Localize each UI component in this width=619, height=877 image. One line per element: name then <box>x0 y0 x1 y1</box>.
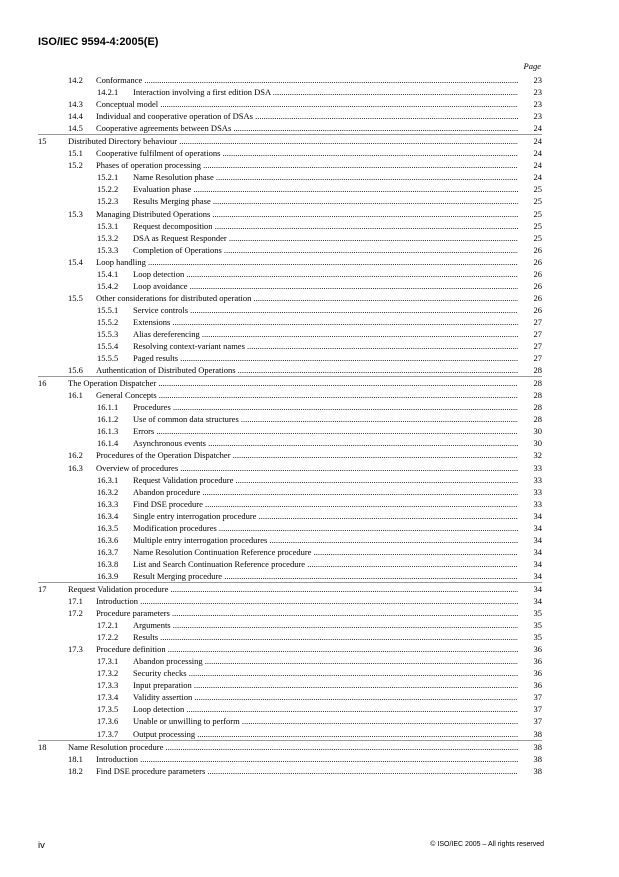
toc-entry-number: 15.1 <box>68 148 83 159</box>
toc-entry-page: 27 <box>533 353 542 364</box>
toc-entry[interactable] <box>38 340 542 352</box>
toc-entry-page: 26 <box>533 256 542 267</box>
toc-entry-title: Name Resolution phase ..... <box>133 171 518 183</box>
toc-entry[interactable] <box>38 304 542 316</box>
toc-entry[interactable] <box>38 595 542 607</box>
toc-entry-title: Use of common data structures ..... <box>133 413 518 425</box>
toc-entry-title: Procedure parameters ..... <box>96 607 518 619</box>
toc-entry[interactable] <box>38 122 542 134</box>
toc-entry[interactable] <box>38 195 542 207</box>
toc-entry-page: 34 <box>533 510 542 521</box>
toc-entry-number: 17 <box>38 583 47 594</box>
toc-entry-title: Loop detection ..... <box>133 703 518 715</box>
toc-entry-page: 28 <box>533 390 542 401</box>
toc-entry-title: Modification procedures ..... <box>133 522 518 534</box>
toc-entry-number: 17.3.4 <box>97 692 119 703</box>
toc-entry-title: Phases of operation processing ..... <box>96 159 518 171</box>
toc-entry[interactable] <box>38 691 542 703</box>
toc-entry-number: 15.6 <box>68 365 83 376</box>
toc-entry-number: 15.2.3 <box>97 196 119 207</box>
toc-entry[interactable] <box>38 765 542 777</box>
toc-entry-page: 26 <box>533 244 542 255</box>
toc-entry-page: 38 <box>533 741 542 752</box>
toc-entry-number: 15.2.1 <box>97 172 119 183</box>
toc-entry-title: Procedures ..... <box>133 401 518 413</box>
toc-entry[interactable] <box>38 292 542 304</box>
toc-entry-page: 27 <box>533 316 542 327</box>
footer-page-number: iv <box>38 840 45 851</box>
toc-entry[interactable] <box>38 328 542 340</box>
toc-entry-page: 37 <box>533 692 542 703</box>
toc-entry-page: 26 <box>533 292 542 303</box>
toc-entry-number: 15.3 <box>68 208 83 219</box>
page-column-label: Page <box>523 61 541 71</box>
toc-entry-number: 17.3.7 <box>97 728 119 739</box>
toc-entry-title: Procedures of the Operation Dispatcher ..... <box>96 449 518 461</box>
toc-entry-title: Interaction involving a first edition DSA ..... <box>133 86 518 98</box>
toc-entry-number: 16.1 <box>68 390 83 401</box>
table-of-contents <box>38 74 542 777</box>
toc-entry[interactable] <box>38 462 542 474</box>
toc-entry-page: 34 <box>533 583 542 594</box>
toc-entry-number: 14.4 <box>68 111 83 122</box>
toc-entry-title: Cooperative agreements between DSAs ..... <box>96 122 518 134</box>
toc-entry-title: Abandon procedure ..... <box>133 486 518 498</box>
toc-entry-page: 35 <box>533 608 542 619</box>
toc-entry-page: 33 <box>533 486 542 497</box>
toc-entry-title: Output processing ..... <box>133 728 518 740</box>
toc-entry-page: 33 <box>533 498 542 509</box>
toc-entry[interactable] <box>38 570 542 582</box>
toc-entry-number: 15.3.3 <box>97 244 119 255</box>
toc-entry-page: 34 <box>533 570 542 581</box>
toc-entry-page: 24 <box>533 172 542 183</box>
toc-entry-title: Results ..... <box>133 631 518 643</box>
toc-entry-page: 36 <box>533 656 542 667</box>
toc-entry[interactable] <box>38 110 542 122</box>
toc-entry-number: 15.4.1 <box>97 268 119 279</box>
toc-entry-page: 23 <box>533 75 542 85</box>
toc-entry[interactable] <box>38 74 542 86</box>
toc-entry-page: 26 <box>533 304 542 315</box>
toc-entry[interactable] <box>38 510 542 522</box>
toc-entry-page: 28 <box>533 402 542 413</box>
toc-entry-title: Results Merging phase ..... <box>133 195 518 207</box>
toc-entry-page: 25 <box>533 220 542 231</box>
toc-entry-page: 27 <box>533 328 542 339</box>
toc-entry-number: 16.3.2 <box>97 486 119 497</box>
toc-entry[interactable] <box>38 740 542 753</box>
toc-entry-page: 26 <box>533 280 542 291</box>
toc-entry-number: 18.1 <box>68 753 83 764</box>
toc-entry[interactable] <box>38 449 542 461</box>
toc-entry[interactable] <box>38 134 542 147</box>
toc-entry-page: 24 <box>533 123 542 134</box>
toc-entry-page: 24 <box>533 160 542 171</box>
toc-entry-page: 36 <box>533 668 542 679</box>
toc-entry-title: Input preparation ..... <box>133 679 518 691</box>
toc-entry-number: 16.3.9 <box>97 570 119 581</box>
toc-entry-number: 16.1.2 <box>97 414 119 425</box>
toc-entry-title: Conformance ..... <box>96 74 518 86</box>
toc-entry[interactable] <box>38 86 542 98</box>
toc-entry[interactable] <box>38 558 542 570</box>
toc-entry[interactable] <box>38 631 542 643</box>
toc-entry-title: Overview of procedures ..... <box>96 462 518 474</box>
toc-entry-number: 14.5 <box>68 123 83 134</box>
toc-entry-title: Distributed Directory behaviour ..... <box>68 135 518 147</box>
toc-entry-number: 16.3 <box>68 462 83 473</box>
toc-entry-title: Extensions ..... <box>133 316 518 328</box>
toc-entry-title: Request Validation procedure ..... <box>133 474 518 486</box>
toc-entry-number: 15 <box>38 136 47 147</box>
toc-entry-number: 17.3.6 <box>97 716 119 727</box>
toc-entry-number: 17.3.5 <box>97 704 119 715</box>
toc-entry-number: 16.3.1 <box>97 474 119 485</box>
toc-entry-number: 16.3.6 <box>97 534 119 545</box>
toc-entry-number: 16.3.3 <box>97 498 119 509</box>
toc-entry-number: 15.3.2 <box>97 232 119 243</box>
toc-entry-number: 16.2 <box>68 450 83 461</box>
toc-entry[interactable] <box>38 667 542 679</box>
toc-entry[interactable] <box>38 256 542 268</box>
toc-entry-page: 23 <box>533 99 542 110</box>
toc-entry-title: Completion of Operations ..... <box>133 244 518 256</box>
toc-entry[interactable] <box>38 244 542 256</box>
toc-entry[interactable] <box>38 607 542 619</box>
toc-entry[interactable] <box>38 753 542 765</box>
toc-entry-number: 14.2 <box>68 75 83 85</box>
toc-entry-page: 26 <box>533 268 542 279</box>
toc-entry[interactable] <box>38 413 542 425</box>
toc-entry-page: 23 <box>533 87 542 98</box>
toc-entry-title: Unable or unwilling to perform ..... <box>133 715 518 727</box>
toc-entry-number: 17.3.1 <box>97 656 119 667</box>
footer-copyright: © ISO/IEC 2005 – All rights reserved <box>430 841 544 848</box>
document-header: ISO/IEC 9594-4:2005(E) <box>38 36 159 48</box>
toc-entry-title: Find DSE procedure parameters ..... <box>96 765 518 777</box>
toc-entry-title: Request decomposition ..... <box>133 220 518 232</box>
toc-entry[interactable] <box>38 715 542 727</box>
toc-entry-title: Evaluation phase ..... <box>133 183 518 195</box>
toc-entry-title: Loop avoidance ..... <box>133 280 518 292</box>
toc-entry-title: Alias dereferencing ..... <box>133 328 518 340</box>
toc-entry-number: 17.3.3 <box>97 680 119 691</box>
toc-entry-page: 35 <box>533 632 542 643</box>
toc-entry-number: 15.4 <box>68 256 83 267</box>
toc-entry[interactable] <box>38 376 542 389</box>
toc-entry-page: 25 <box>533 196 542 207</box>
toc-entry-page: 25 <box>533 208 542 219</box>
toc-entry-page: 25 <box>533 184 542 195</box>
toc-entry-title: Multiple entry interrogation procedures ..... <box>133 534 518 546</box>
toc-entry[interactable] <box>38 486 542 498</box>
toc-entry[interactable] <box>38 147 542 159</box>
toc-entry-number: 15.5.3 <box>97 328 119 339</box>
toc-entry-number: 17.1 <box>68 596 83 607</box>
toc-entry[interactable] <box>38 679 542 691</box>
toc-entry-title: List and Search Continuation Reference procedure ..... <box>133 558 518 570</box>
toc-entry-title: Service controls ..... <box>133 304 518 316</box>
toc-entry-number: 16.3.5 <box>97 522 119 533</box>
toc-entry-title: Name Resolution procedure ..... <box>68 741 518 753</box>
toc-entry-number: 16.3.4 <box>97 510 119 521</box>
toc-entry[interactable] <box>38 474 542 486</box>
toc-entry-title: Name Resolution Continuation Reference procedure ..... <box>133 546 518 558</box>
toc-entry-number: 17.2.2 <box>97 632 119 643</box>
toc-entry-title: Validity assertion ..... <box>133 691 518 703</box>
toc-entry-title: Authentication of Distributed Operations ..... <box>96 364 518 376</box>
toc-entry-title: Managing Distributed Operations ..... <box>96 208 518 220</box>
toc-entry-number: 18.2 <box>68 765 83 776</box>
toc-entry[interactable] <box>38 728 542 740</box>
toc-entry-page: 25 <box>533 232 542 243</box>
toc-entry-page: 30 <box>533 426 542 437</box>
toc-entry-page: 33 <box>533 462 542 473</box>
toc-entry-title: Other considerations for distributed operation ..... <box>96 292 518 304</box>
toc-entry-page: 34 <box>533 546 542 557</box>
toc-entry-title: Individual and cooperative operation of DSAs ..... <box>96 110 518 122</box>
toc-entry-page: 33 <box>533 474 542 485</box>
toc-entry-number: 14.2.1 <box>97 87 119 98</box>
toc-entry[interactable] <box>38 232 542 244</box>
toc-entry-title: Request Validation procedure ..... <box>68 583 518 595</box>
toc-entry[interactable] <box>38 534 542 546</box>
toc-entry[interactable] <box>38 546 542 558</box>
toc-entry[interactable] <box>38 220 542 232</box>
toc-entry-page: 27 <box>533 341 542 352</box>
toc-entry-page: 36 <box>533 644 542 655</box>
toc-entry-page: 32 <box>533 450 542 461</box>
toc-entry-number: 17.2 <box>68 608 83 619</box>
toc-entry-page: 28 <box>533 414 542 425</box>
toc-entry-page: 30 <box>533 438 542 449</box>
toc-entry-number: 17.3.2 <box>97 668 119 679</box>
toc-entry[interactable] <box>38 619 542 631</box>
toc-entry-number: 15.5.2 <box>97 316 119 327</box>
toc-entry-number: 15.5.5 <box>97 353 119 364</box>
toc-entry-number: 15.5 <box>68 292 83 303</box>
toc-entry[interactable] <box>38 401 542 413</box>
toc-entry[interactable] <box>38 389 542 401</box>
toc-entry-number: 15.5.1 <box>97 304 119 315</box>
toc-entry-number: 15.2.2 <box>97 184 119 195</box>
toc-entry-page: 38 <box>533 753 542 764</box>
toc-entry-page: 24 <box>533 148 542 159</box>
toc-entry-title: Errors ..... <box>133 425 518 437</box>
toc-entry[interactable] <box>38 643 542 655</box>
toc-entry[interactable] <box>38 208 542 220</box>
toc-entry[interactable] <box>38 98 542 110</box>
toc-entry-page: 34 <box>533 558 542 569</box>
toc-entry[interactable] <box>38 703 542 715</box>
toc-entry-number: 16.1.4 <box>97 438 119 449</box>
toc-entry-title: Security checks ..... <box>133 667 518 679</box>
toc-entry-number: 15.3.1 <box>97 220 119 231</box>
toc-entry[interactable] <box>38 582 542 595</box>
toc-entry[interactable] <box>38 498 542 510</box>
toc-entry-title: Introduction ..... <box>96 753 518 765</box>
toc-entry-number: 18 <box>38 741 47 752</box>
toc-entry[interactable] <box>38 183 542 195</box>
toc-entry-title: Arguments ..... <box>133 619 518 631</box>
toc-entry-page: 28 <box>533 378 542 389</box>
toc-entry-title: Introduction ..... <box>96 595 518 607</box>
toc-entry-title: General Concepts ..... <box>96 389 518 401</box>
toc-entry-title: Result Merging procedure ..... <box>133 570 518 582</box>
toc-entry[interactable] <box>38 437 542 449</box>
toc-entry-title: Resolving context-variant names ..... <box>133 340 518 352</box>
toc-entry-page: 38 <box>533 728 542 739</box>
toc-entry[interactable] <box>38 316 542 328</box>
toc-entry-page: 37 <box>533 716 542 727</box>
toc-entry-page: 34 <box>533 522 542 533</box>
toc-entry-number: 17.2.1 <box>97 620 119 631</box>
toc-entry-number: 16.1.3 <box>97 426 119 437</box>
toc-entry-number: 15.5.4 <box>97 341 119 352</box>
toc-entry-page: 37 <box>533 704 542 715</box>
toc-entry-page: 36 <box>533 680 542 691</box>
toc-entry-number: 16.3.7 <box>97 546 119 557</box>
toc-entry[interactable] <box>38 425 542 437</box>
toc-entry-title: Single entry interrogation procedure ..... <box>133 510 518 522</box>
toc-entry[interactable] <box>38 352 542 364</box>
toc-entry-title: Find DSE procedure ..... <box>133 498 518 510</box>
toc-entry-title: The Operation Dispatcher ..... <box>68 377 518 389</box>
toc-entry[interactable] <box>38 655 542 667</box>
toc-entry[interactable] <box>38 268 542 280</box>
toc-entry-number: 16 <box>38 378 47 389</box>
toc-entry-page: 23 <box>533 111 542 122</box>
toc-entry-page: 28 <box>533 365 542 376</box>
toc-entry[interactable] <box>38 280 542 292</box>
toc-entry-title: Asynchronous events ..... <box>133 437 518 449</box>
toc-entry-number: 17.3 <box>68 644 83 655</box>
toc-entry-title: Loop detection ..... <box>133 268 518 280</box>
toc-entry-title: Cooperative fulfilment of operations ..... <box>96 147 518 159</box>
toc-entry[interactable] <box>38 171 542 183</box>
toc-entry-number: 16.1.1 <box>97 402 119 413</box>
toc-entry[interactable] <box>38 364 542 376</box>
toc-entry-page: 35 <box>533 620 542 631</box>
toc-entry-title: Loop handling ..... <box>96 256 518 268</box>
toc-entry-title: Paged results ..... <box>133 352 518 364</box>
toc-entry-title: Procedure definition ..... <box>96 643 518 655</box>
toc-entry-page: 34 <box>533 534 542 545</box>
toc-entry-number: 14.3 <box>68 99 83 110</box>
toc-entry[interactable] <box>38 522 542 534</box>
toc-entry-title: DSA as Request Responder ..... <box>133 232 518 244</box>
toc-entry-page: 38 <box>533 765 542 776</box>
toc-entry-number: 15.4.2 <box>97 280 119 291</box>
toc-entry-page: 34 <box>533 596 542 607</box>
toc-entry-number: 16.3.8 <box>97 558 119 569</box>
toc-entry-page: 24 <box>533 136 542 147</box>
toc-entry[interactable] <box>38 159 542 171</box>
toc-entry-title: Conceptual model ..... <box>96 98 518 110</box>
toc-entry-number: 15.2 <box>68 160 83 171</box>
toc-entry-title: Abandon processing ..... <box>133 655 518 667</box>
